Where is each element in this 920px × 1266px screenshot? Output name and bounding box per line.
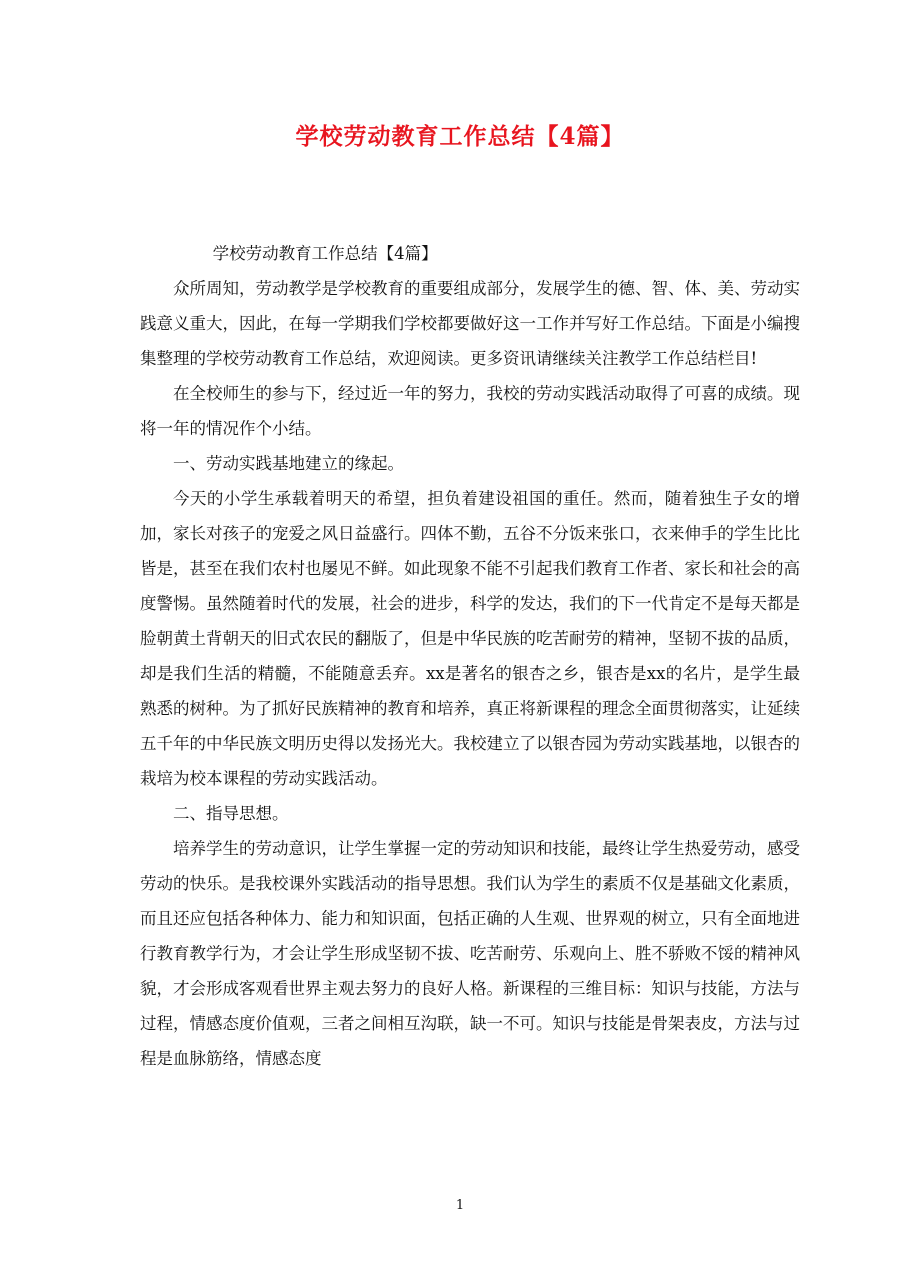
page-number: 1 (455, 1198, 465, 1213)
document-body (140, 236, 800, 1076)
paragraph-summary: 在全校师生的参与下，经过近一年的努力，我校的劳动实践活动取得了可喜的成绩。现将一年的情况作个小结。 (140, 384, 800, 438)
section-heading-2: 二、指导思想。 (173, 804, 289, 823)
paragraph-intro: 众所周知，劳动教学是学校教育的重要组成部分，发展学生的德、智、体、美、劳动实践意义重大，因此，在每一学期我们学校都要做好这一工作并写好工作总结。下面是小编搜集整理的学校劳动教育工作总结，欢迎阅读。更多资讯请继续关注教学工作总结栏目! (140, 279, 800, 368)
document-subtitle: 学校劳动教育工作总结【4篇】 (212, 244, 438, 263)
section-heading-1: 一、劳动实践基地建立的缘起。 (173, 454, 404, 473)
paragraph-section-1: 今天的小学生承载着明天的希望，担负着建设祖国的重任。然而，随着独生子女的增加，家长对孩子的宠爱之风日益盛行。四体不勤，五谷不分饭来张口，衣来伸手的学生比比皆是，甚至在我们农村也屡见不鲜。如此现象不能不引起我们教育工作者、家长和社会的高度警惕。虽然随着时代的发展，社会的进步，科学的发达，我们的下一代肯定不是每天都是脸朝黄土背朝天的旧式农民的翻版了，但是中华民族的吃苦耐劳的精神，坚韧不拔的品质，却是我们生活的精髓，不能随意丢弃。xx是著名的银杏之乡，银杏是xx的名片，是学生最熟悉的树种。为了抓好民族精神的教育和培养，真正将新课程的理念全面贯彻落实，让延续五千年的中华民族文明历史得以发扬光大。我校建立了以银杏园为劳动实践基地，以银杏的栽培为校本课程的劳动实践活动。 (140, 489, 800, 788)
paragraph-section-2: 培养学生的劳动意识，让学生掌握一定的劳动知识和技能，最终让学生热爱劳动，感受劳动的快乐。是我校课外实践活动的指导思想。我们认为学生的素质不仅是基础文化素质，而且还应包括各种体力、能力和知识面，包括正确的人生观、世界观的树立，只有全面地进行教育教学行为，才会让学生形成坚韧不拔、吃苦耐劳、乐观向上、胜不骄败不馁的精神风貌，才会形成客观看世界主观去努力的良好人格。新课程的三维目标：知识与技能，方法与过程，情感态度价值观，三者之间相互沟联，缺一不可。知识与技能是骨架表皮，方法与过程是血脉筋络，情感态度 (140, 839, 800, 1068)
document-title: 学校劳动教育工作总结【4篇】 (295, 123, 625, 150)
